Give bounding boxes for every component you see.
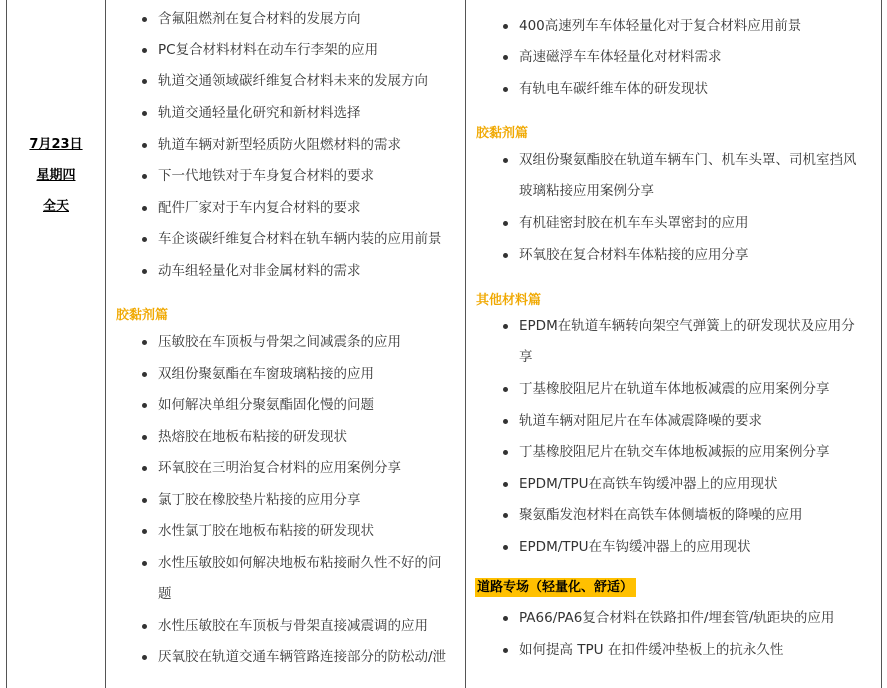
- list-item: 轨道车辆对新型轻质防火阻燃材料的需求: [142, 130, 401, 162]
- list-item: 热熔胶在地板布粘接的研发现状: [142, 422, 347, 454]
- bullet-icon: [503, 324, 508, 329]
- bullet-icon: [142, 498, 147, 503]
- bullet-icon: [503, 616, 508, 621]
- list-item: 水性氯丁胶在地板布粘接的研发现状: [142, 516, 374, 548]
- bullet-icon: [503, 158, 508, 163]
- list-item: 丁基橡胶阻尼片在轨道车体地板减震的应用案例分享: [503, 374, 830, 406]
- section-heading-other: 其他材料篇: [476, 293, 542, 308]
- list-item: 轨道交通轻量化研究和新材料选择: [142, 98, 361, 130]
- list-item: 轨道车辆对阻尼片在车体减震降噪的要求: [503, 406, 762, 438]
- bullet-icon: [503, 450, 508, 455]
- list-item: 水性压敏胶在车顶板与骨架直接减震调的应用: [142, 611, 428, 643]
- list-item: EPDM在轨道车辆转向架空气弹簧上的研发现状及应用分: [503, 311, 855, 343]
- bullet-icon: [142, 79, 147, 84]
- bullet-icon: [142, 624, 147, 629]
- bullet-icon: [142, 561, 147, 566]
- list-item: 如何解决单组分聚氨酯固化慢的问题: [142, 390, 374, 422]
- date-column: [7, 0, 106, 688]
- list-item: 配件厂家对于车内复合材料的要求: [142, 193, 361, 225]
- bullet-icon: [503, 55, 508, 60]
- bullet-icon: [142, 111, 147, 116]
- list-item: 车企谈碳纤维复合材料在轨车辆内装的应用前景: [142, 224, 442, 256]
- list-item: EPDM/TPU在车钩缓冲器上的应用现状: [503, 532, 751, 564]
- list-item: 如何提高 TPU 在扣件缓冲垫板上的抗永久性: [503, 635, 783, 667]
- bullet-icon: [503, 24, 508, 29]
- list-item: 双组份聚氨酯在车窗玻璃粘接的应用: [142, 359, 374, 391]
- list-item: 双组份聚氨酯胶在轨道车辆车门、机车头罩、司机室挡风: [503, 145, 857, 177]
- list-item: 厌氧胶在轨道交通车辆管路连接部分的防松动/泄: [142, 642, 446, 674]
- date-weekday: 星期四: [36, 168, 76, 183]
- bullet-icon: [503, 482, 508, 487]
- bullet-icon: [503, 648, 508, 653]
- bullet-icon: [142, 174, 147, 179]
- list-item: 高速磁浮车车体轻量化对材料需求: [503, 42, 722, 74]
- list-item: 含氟阻燃剂在复合材料的发展方向: [142, 4, 361, 36]
- bullet-icon: [503, 87, 508, 92]
- middle-column: [106, 0, 466, 688]
- list-item: 轨道交通领域碳纤维复合材料未来的发展方向: [142, 66, 428, 98]
- list-item: 水性压敏胶如何解决地板布粘接耐久性不好的问: [142, 548, 442, 580]
- list-item: 下一代地铁对于车身复合材料的要求: [142, 161, 374, 193]
- list-item: EPDM/TPU在高铁车钩缓冲器上的应用现状: [503, 469, 778, 501]
- list-item: 压敏胶在车顶板与骨架之间减震条的应用: [142, 327, 401, 359]
- list-item: 丁基橡胶阻尼片在轨交车体地板减振的应用案例分享: [503, 437, 830, 469]
- list-item: 氯丁胶在橡胶垫片粘接的应用分享: [142, 485, 361, 517]
- date-duration: 全天: [42, 199, 69, 214]
- list-item: PC复合材料材料在动车行李架的应用: [142, 35, 378, 67]
- bullet-icon: [142, 529, 147, 534]
- bullet-icon: [142, 466, 147, 471]
- bullet-icon: [142, 435, 147, 440]
- section-heading-glue: 胶黏剂篇: [476, 126, 529, 141]
- bullet-icon: [503, 221, 508, 226]
- bullet-icon: [503, 387, 508, 392]
- bullet-icon: [142, 237, 147, 242]
- list-item: 环氧胶在三明治复合材料的应用案例分享: [142, 453, 401, 485]
- bullet-icon: [142, 403, 147, 408]
- bullet-icon: [503, 513, 508, 518]
- section-heading-glue: 胶黏剂篇: [116, 308, 169, 323]
- list-item: 聚氨酯发泡材料在高铁车体侧墙板的降噪的应用: [503, 500, 803, 532]
- list-item: 有轨电车碳纤维车体的研发现状: [503, 74, 708, 106]
- list-item-continuation: 题: [158, 586, 172, 602]
- bullet-icon: [142, 206, 147, 211]
- date-day: 7月23日: [29, 137, 83, 152]
- list-item: 动车组轻量化对非金属材料的需求: [142, 256, 361, 288]
- bullet-icon: [142, 143, 147, 148]
- schedule-table: [6, 0, 882, 688]
- right-column: [466, 0, 881, 688]
- bullet-icon: [142, 17, 147, 22]
- list-item: PA66/PA6复合材料在铁路扣件/埋套管/轨距块的应用: [503, 603, 834, 635]
- date-block: [7, 129, 105, 222]
- bullet-icon: [142, 269, 147, 274]
- list-item: 有机硅密封胶在机车车头罩密封的应用: [503, 208, 749, 240]
- bullet-icon: [503, 419, 508, 424]
- bullet-icon: [142, 340, 147, 345]
- section-heading-road: 道路专场（轻量化、舒适）: [475, 578, 636, 597]
- bullet-icon: [142, 655, 147, 660]
- list-item: 环氧胶在复合材料车体粘接的应用分享: [503, 240, 749, 272]
- bullet-icon: [142, 48, 147, 53]
- list-item-continuation: 玻璃粘接应用案例分享: [519, 183, 654, 199]
- bullet-icon: [503, 545, 508, 550]
- list-item-continuation: 享: [519, 349, 533, 365]
- bullet-icon: [503, 253, 508, 258]
- bullet-icon: [142, 372, 147, 377]
- list-item: 400高速列车车体轻量化对于复合材料应用前景: [503, 11, 801, 43]
